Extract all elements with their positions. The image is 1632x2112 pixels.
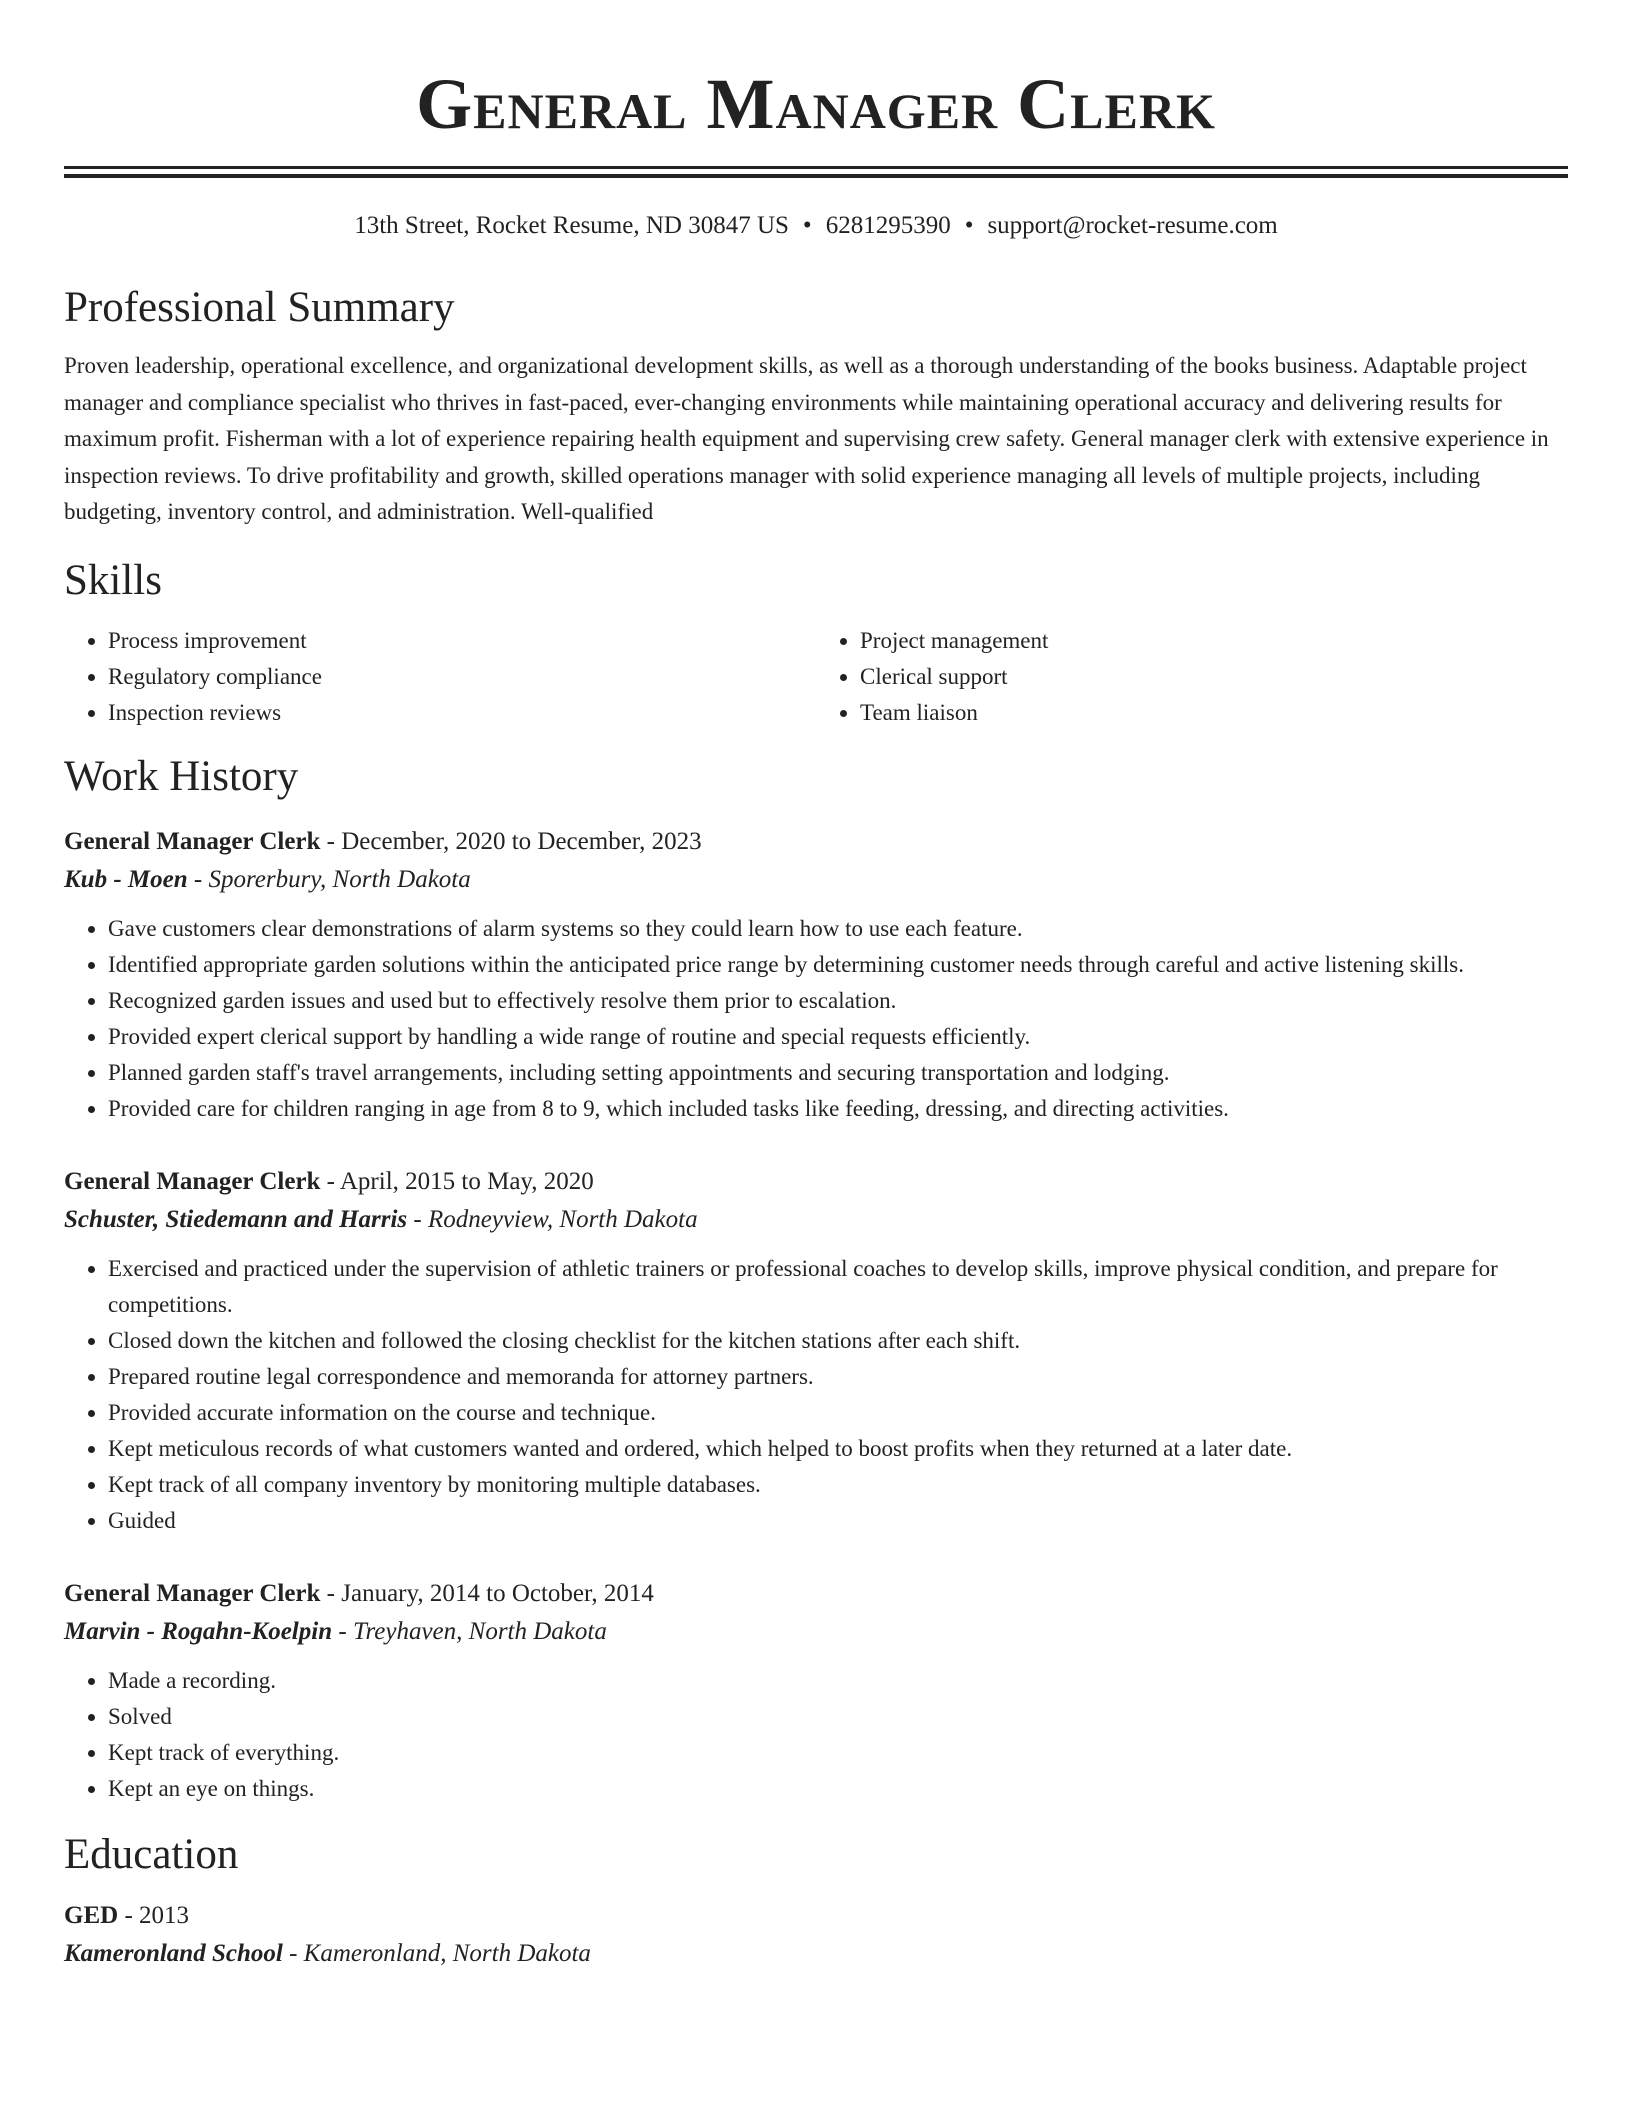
- job-title-line: [64, 1163, 1568, 1201]
- job-bullets: [64, 1663, 1568, 1807]
- job-title: General Manager Clerk: [64, 1579, 321, 1607]
- dash: -: [118, 1901, 140, 1929]
- school-line: [64, 1935, 1568, 1973]
- job-bullet: • Made a recording.: [108, 1663, 1568, 1699]
- job-bullet: • Provided accurate information on the course and technique.: [108, 1395, 1568, 1431]
- job-title: General Manager Clerk: [64, 1167, 321, 1195]
- summary-heading: Professional Summary: [64, 284, 455, 331]
- candidate-name: General Manager Clerk: [416, 64, 1216, 144]
- summary-text: Proven leadership, operational excellence, and organizational development skills, as well as a thorough understanding of the books business. Adaptable project manager and compliance specialist who thrives in fast-paced, ever-changing environments while maintaining operational accuracy and delivering results for maximum profit. Fisherman with a lot of experience repairing health equipment and supervising crew safety. General manager clerk with extensive experience in inspection reviews. To drive profitability and growth, skilled operations manager with solid experience managing all levels of multiple projects, including budgeting, inventory control, and administration. Well-qualified: [64, 353, 1549, 524]
- job-bullet: • Planned garden staff's travel arrangements, including setting appointments and securing transportation and lodging.: [108, 1055, 1568, 1091]
- contact-separator: •: [964, 212, 974, 239]
- skills-list: [64, 623, 1568, 731]
- job-bullet: • Provided care for children ranging in age from 8 to 9, which included tasks like feeding, dressing, and directing activities.: [108, 1091, 1568, 1127]
- job-bullet: • Kept meticulous records of what customers wanted and ordered, which helped to boost profits when they returned at a later date.: [108, 1431, 1568, 1467]
- dash: -: [282, 1939, 304, 1967]
- job-bullet: • Recognized garden issues and used but to effectively resolve them prior to escalation.: [108, 983, 1568, 1019]
- dash: -: [187, 865, 209, 893]
- job-bullet: • Gave customers clear demonstrations of alarm systems so they could learn how to use each feature.: [108, 911, 1568, 947]
- skill-item: • Project management: [860, 623, 1568, 659]
- work-history-heading: Work History: [64, 752, 299, 800]
- contact-line: [64, 210, 1568, 242]
- company-location: Treyhaven, North Dakota: [352, 1617, 607, 1645]
- job-bullets: [64, 1251, 1568, 1539]
- job-bullet: • Exercised and practiced under the supervision of athletic trainers or professional coaches to develop skills, improve physical condition, and prepare for competitions.: [108, 1251, 1568, 1323]
- skills-column-left: [64, 623, 816, 731]
- graduation-year: 2013: [139, 1901, 190, 1929]
- company-line: [64, 1201, 1568, 1239]
- dash: -: [320, 1167, 340, 1195]
- job-bullet: • Guided: [108, 1503, 1568, 1539]
- degree: GED: [64, 1901, 119, 1929]
- contact-separator: •: [802, 212, 812, 239]
- job-title-line: [64, 1575, 1568, 1613]
- job-bullet: • Kept an eye on things.: [108, 1771, 1568, 1807]
- dash: -: [332, 1617, 353, 1645]
- contact-email: support@rocket-resume.com: [987, 212, 1278, 239]
- dash: -: [320, 1579, 342, 1607]
- skills-heading: Skills: [64, 556, 162, 604]
- job-entry: [64, 1575, 1568, 1807]
- company-name: Schuster, Stiedemann and Harris: [64, 1205, 408, 1233]
- skill-item: • Inspection reviews: [108, 695, 816, 731]
- job-bullet: • Solved: [108, 1699, 1568, 1735]
- dash: -: [320, 827, 342, 855]
- dash: -: [407, 1205, 428, 1233]
- skill-item: • Team liaison: [860, 695, 1568, 731]
- job-bullet: • Provided expert clerical support by handling a wide range of routine and special requests efficiently.: [108, 1019, 1568, 1055]
- job-title: General Manager Clerk: [64, 827, 321, 855]
- skill-item: • Regulatory compliance: [108, 659, 816, 695]
- skill-item: • Clerical support: [860, 659, 1568, 695]
- company-name: Kub - Moen: [64, 865, 188, 893]
- job-bullet: • Prepared routine legal correspondence and memoranda for attorney partners.: [108, 1359, 1568, 1395]
- job-bullets: [64, 911, 1568, 1127]
- company-line: [64, 861, 1568, 899]
- job-bullet: • Kept track of everything.: [108, 1735, 1568, 1771]
- header-rule-top: [64, 166, 1568, 169]
- contact-address: 13th Street, Rocket Resume, ND 30847 US: [354, 212, 789, 239]
- job-title-line: [64, 823, 1568, 861]
- job-dates: December, 2020 to December, 2023: [341, 827, 702, 855]
- job-bullet: • Identified appropriate garden solutions within the anticipated price range by determining customer needs through careful and active listening skills.: [108, 947, 1568, 983]
- education-entry: [64, 1897, 1568, 1973]
- company-name: Marvin - Rogahn-Koelpin: [64, 1617, 333, 1645]
- school-location: Kameronland, North Dakota: [303, 1939, 591, 1967]
- job-bullet: • Kept track of all company inventory by monitoring multiple databases.: [108, 1467, 1568, 1503]
- job-dates: April, 2015 to May, 2020: [339, 1167, 594, 1195]
- degree-line: [64, 1897, 1568, 1935]
- job-bullet: • Closed down the kitchen and followed the closing checklist for the kitchen stations after each shift.: [108, 1323, 1568, 1359]
- job-dates: January, 2014 to October, 2014: [341, 1579, 654, 1607]
- contact-phone: 6281295390: [825, 212, 951, 239]
- company-line: [64, 1613, 1568, 1651]
- school-name: Kameronland School: [64, 1939, 283, 1967]
- header-rule-bottom: [64, 174, 1568, 178]
- company-location: Rodneyview, North Dakota: [427, 1205, 698, 1233]
- skills-column-right: [816, 623, 1568, 731]
- skill-item: • Process improvement: [108, 623, 816, 659]
- company-location: Sporerbury, North Dakota: [208, 865, 471, 893]
- education-heading: Education: [64, 1830, 239, 1878]
- job-entry: [64, 823, 1568, 1127]
- job-entry: [64, 1163, 1568, 1539]
